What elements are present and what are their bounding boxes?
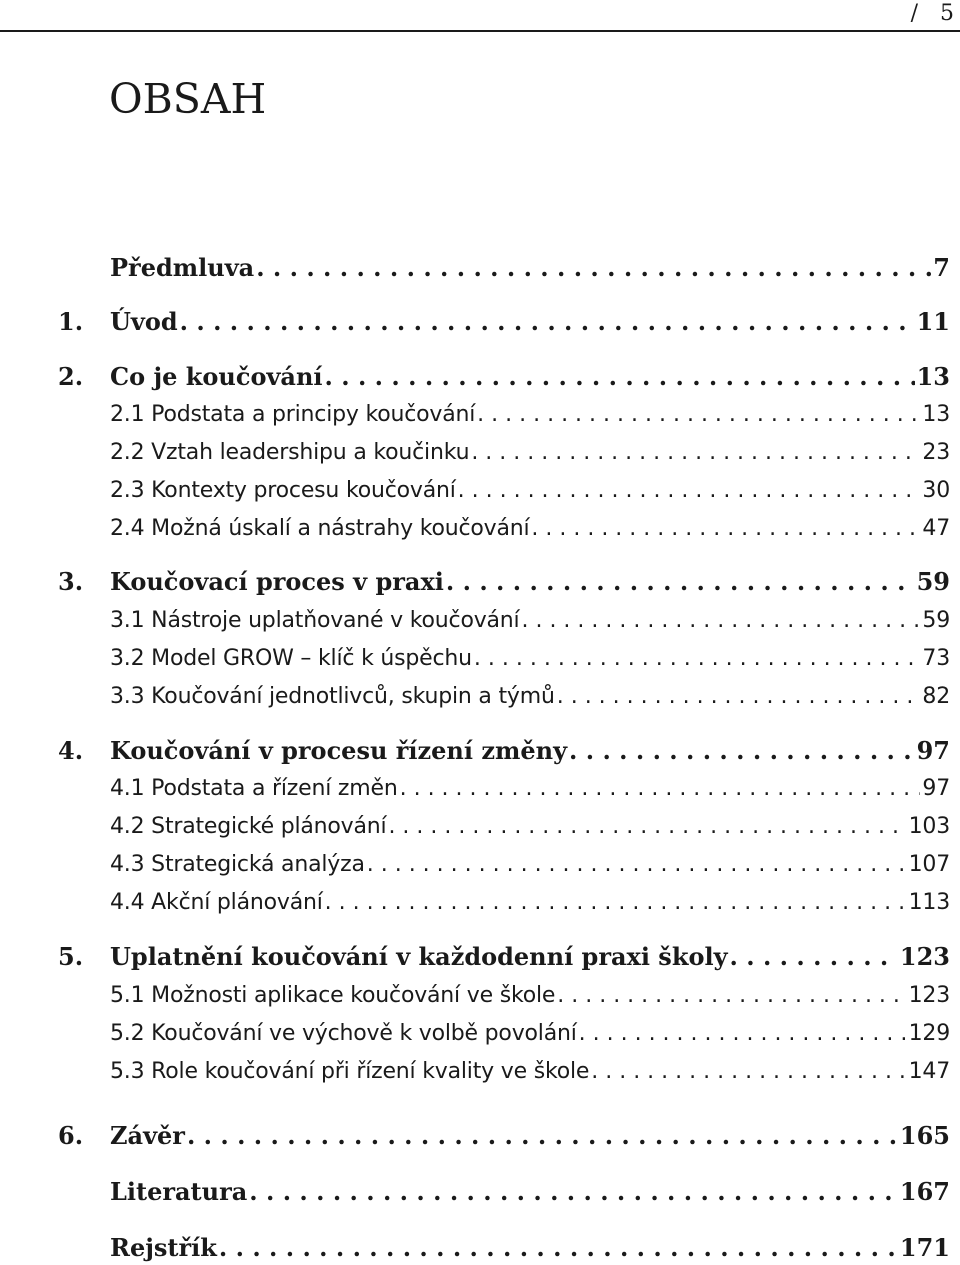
toc-entry-title: Co je koučování	[110, 362, 323, 391]
dot-leader	[477, 399, 920, 431]
toc-entry-title: 2.3 Kontexty procesu koučování	[110, 478, 456, 503]
toc-chapter-number: 6.	[58, 1121, 84, 1150]
toc-entry-title: Koučování v procesu řízení změny	[110, 736, 568, 765]
toc-entry-title: 3.2 Model GROW – klíč k úspěchu	[110, 646, 472, 671]
toc-entry-title: 3.1 Nástroje uplatňované v koučování	[110, 608, 520, 633]
toc-entry-title: 4.4 Akční plánování	[110, 890, 323, 915]
dot-leader	[591, 1056, 906, 1088]
toc-entry	[58, 1056, 950, 1088]
toc-entry	[58, 1120, 950, 1152]
dot-leader	[569, 735, 915, 767]
toc-entry-title: 2.4 Možná úskalí a nástrahy koučování	[110, 516, 530, 541]
toc-page-number: 103	[908, 814, 950, 839]
toc-entry-title: 2.2 Vztah leadershipu a koučinku	[110, 440, 470, 465]
toc-entry	[58, 513, 950, 545]
dot-leader	[249, 1176, 898, 1208]
toc-page-number: 23	[922, 440, 950, 465]
toc-entry	[58, 437, 950, 469]
toc-entry-title: 4.1 Podstata a řízení změn	[110, 776, 398, 801]
toc-entry	[58, 475, 950, 507]
toc-entry	[58, 941, 950, 973]
toc-entry	[58, 681, 950, 713]
toc-entry-title: 5.2 Koučování ve výchově k volbě povolání	[110, 1021, 577, 1046]
toc-entry	[58, 887, 950, 919]
toc-entry-title: 5.3 Role koučování při řízení kvality ve škole	[110, 1059, 590, 1084]
toc-page-number: 167	[899, 1177, 950, 1206]
dot-leader	[557, 681, 921, 713]
toc-chapter-number: 2.	[58, 362, 84, 391]
dot-leader	[367, 849, 907, 881]
toc-page-number: 165	[899, 1121, 950, 1150]
toc-entry	[58, 980, 950, 1012]
toc-page-number: 30	[922, 478, 950, 503]
toc-chapter-number: 3.	[58, 567, 84, 596]
toc-page-number: 123	[899, 942, 950, 971]
toc-page-number: 82	[922, 684, 950, 709]
toc-entry	[58, 643, 950, 675]
toc-chapter-number: 1.	[58, 307, 84, 336]
toc-page-number: 97	[922, 776, 950, 801]
toc-entry-title: Úvod	[110, 307, 178, 336]
dot-leader	[400, 773, 921, 805]
dot-leader	[180, 306, 915, 338]
toc-entry-title: Literatura	[110, 1177, 248, 1206]
toc-page-number: 13	[922, 402, 950, 427]
toc-entry	[58, 1018, 950, 1050]
toc-entry-title: Uplatnění koučování v každodenní praxi školy	[110, 942, 728, 971]
toc-entry-title: Předmluva	[110, 253, 255, 282]
toc-page-number: 107	[908, 852, 950, 877]
toc-entry	[58, 605, 950, 637]
toc-entry	[58, 1232, 950, 1264]
dot-leader	[256, 252, 931, 284]
dot-leader	[471, 437, 920, 469]
toc-chapter-number: 4.	[58, 736, 84, 765]
toc-entry	[58, 1176, 950, 1208]
toc-entry-title: 3.3 Koučování jednotlivců, skupin a týmů	[110, 684, 555, 709]
toc-page-number: 73	[922, 646, 950, 671]
toc-page-number: 11	[916, 307, 950, 336]
toc-page-number: 147	[908, 1059, 950, 1084]
toc-page-number: 59	[922, 608, 950, 633]
dot-leader	[446, 566, 915, 598]
toc-page-number: 7	[933, 253, 950, 282]
page-title: OBSAH	[109, 75, 267, 123]
toc-entry-title: 2.1 Podstata a principy koučování	[110, 402, 476, 427]
toc-page-number: 97	[916, 736, 950, 765]
toc-entry	[58, 735, 950, 767]
dot-leader	[187, 1120, 898, 1152]
toc-chapter-number: 5.	[58, 942, 84, 971]
toc-entry	[58, 566, 950, 598]
dot-leader	[579, 1018, 907, 1050]
toc-entry	[58, 773, 950, 805]
toc-entry	[58, 399, 950, 431]
toc-entry-title: 4.2 Strategické plánování	[110, 814, 387, 839]
toc-page-number: 123	[908, 983, 950, 1008]
toc-entry-title: Rejstřík	[110, 1233, 217, 1262]
toc-entry-title: Koučovací proces v praxi	[110, 567, 444, 596]
toc-entry-title: Závěr	[110, 1121, 185, 1150]
dot-leader	[325, 887, 907, 919]
header-separator: /	[910, 1, 918, 26]
dot-leader	[521, 605, 920, 637]
dot-leader	[730, 941, 898, 973]
toc-entry	[58, 361, 950, 393]
toc-page-number: 113	[908, 890, 950, 915]
toc-page-number: 47	[922, 516, 950, 541]
toc-entry-title: 5.1 Možnosti aplikace koučování ve škole	[110, 983, 556, 1008]
toc-entry	[58, 306, 950, 338]
page-number: 5	[940, 1, 954, 26]
toc-page-number: 171	[899, 1233, 950, 1262]
dot-leader	[219, 1232, 898, 1264]
toc-page-number: 129	[908, 1021, 950, 1046]
dot-leader	[325, 361, 915, 393]
toc-entry	[58, 252, 950, 284]
dot-leader	[531, 513, 920, 545]
dot-leader	[458, 475, 921, 507]
dot-leader	[474, 643, 920, 675]
toc-page-number: 13	[916, 362, 950, 391]
toc-entry	[58, 811, 950, 843]
dot-leader	[388, 811, 906, 843]
toc-entry	[58, 849, 950, 881]
toc-entry-title: 4.3 Strategická analýza	[110, 852, 365, 877]
dot-leader	[557, 980, 906, 1012]
toc-page-number: 59	[916, 567, 950, 596]
